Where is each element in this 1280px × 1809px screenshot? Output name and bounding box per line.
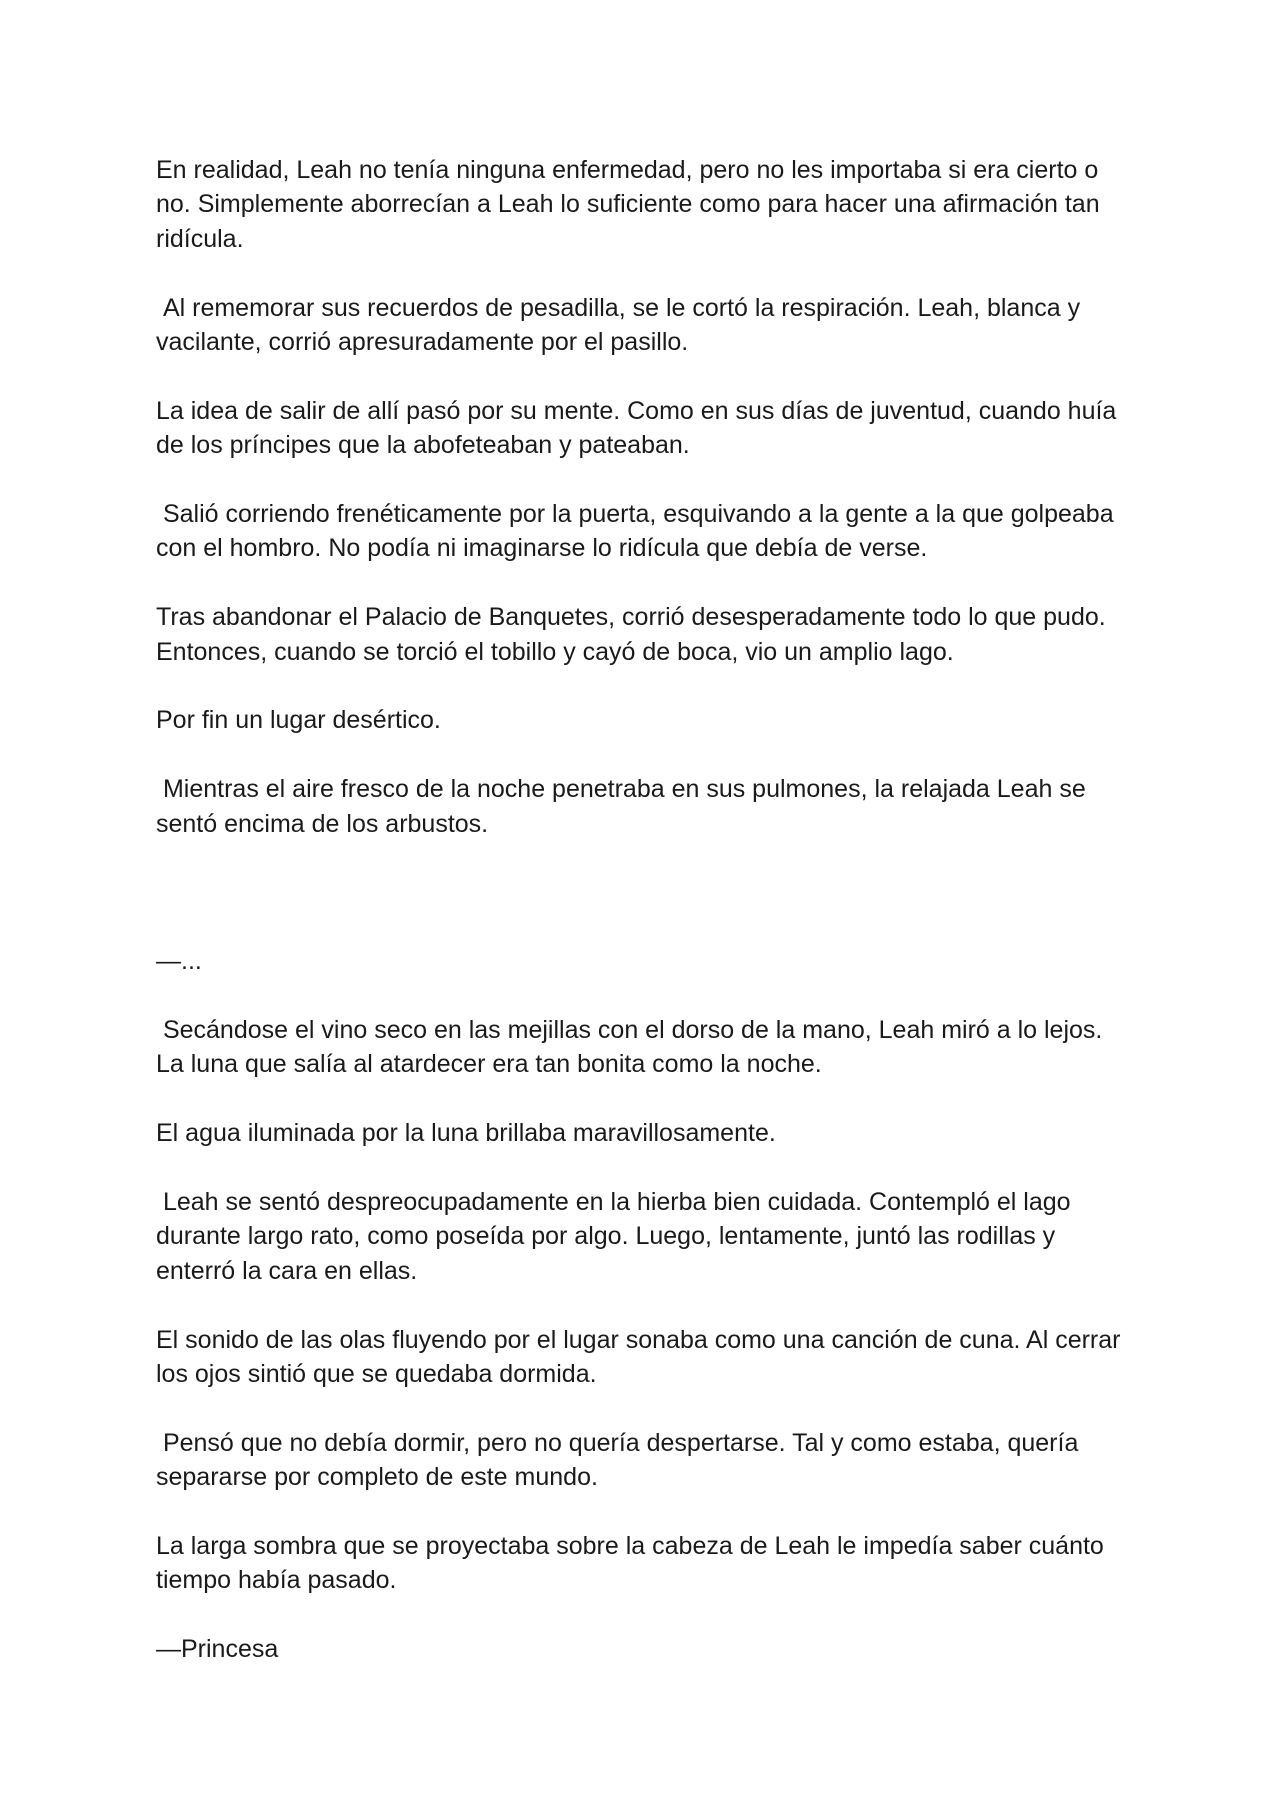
paragraph: La idea de salir de allí pasó por su mente. Como en sus días de juventud, cuando huía de los príncipes que la abofeteaban y pateaban.: [156, 396, 1124, 460]
paragraph: Pensó que no debía dormir, pero no quería despertarse. Tal y como estaba, quería separarse por completo de este mundo.: [156, 1428, 1086, 1492]
paragraph: Mientras el aire fresco de la noche penetraba en sus pulmones, la relajada Leah se sentó encima de los arbustos.: [156, 775, 1093, 838]
paragraph: En realidad, Leah no tenía ninguna enfermedad, pero no les importaba si era cierto o no. Simplemente aborrecían a Leah lo suficiente como para hacer una afirmación tan ridícula.: [156, 156, 1107, 253]
paragraph: Salió corriendo frenéticamente por la puerta, esquivando a la gente a la que golpeaba con el hombro. No podía ni imaginarse lo ridícula que debía de verse.: [156, 500, 1121, 563]
paragraph: —...: [156, 947, 202, 976]
paragraph: Leah se sentó despreocupadamente en la hierba bien cuidada. Contempló el lago durante largo rato, como poseída por algo. Luego, lentamente, juntó las rodillas y enterró la cara en ellas.: [156, 1188, 1078, 1285]
paragraph: El sonido de las olas fluyendo por el lugar sonaba como una canción de cuna. Al cerrar los ojos sintió que se quedaba dormida.: [156, 1325, 1128, 1389]
paragraph: —Princesa: [156, 1635, 279, 1664]
paragraph: Secándose el vino seco en las mejillas con el dorso de la mano, Leah miró a lo lejos. La luna que salía al atardecer era tan bonita como la noche.: [156, 1016, 1110, 1079]
document-body: [156, 153, 1136, 1701]
paragraph: Tras abandonar el Palacio de Banquetes, corrió desesperadamente todo lo que pudo. Entonces, cuando se torció el tobillo y cayó de boca, vio un amplio lago.: [156, 603, 1113, 666]
paragraph: La larga sombra que se proyectaba sobre la cabeza de Leah le impedía saber cuánto tiempo había pasado.: [156, 1532, 1111, 1595]
paragraph: Al rememorar sus recuerdos de pesadilla, se le cortó la respiración. Leah, blanca y vacilante, corrió apresuradamente por el pasillo.: [156, 293, 1088, 357]
paragraph: El agua iluminada por la luna brillaba maravillosamente.: [156, 1119, 776, 1148]
paragraph: Por fin un lugar desértico.: [156, 706, 441, 735]
